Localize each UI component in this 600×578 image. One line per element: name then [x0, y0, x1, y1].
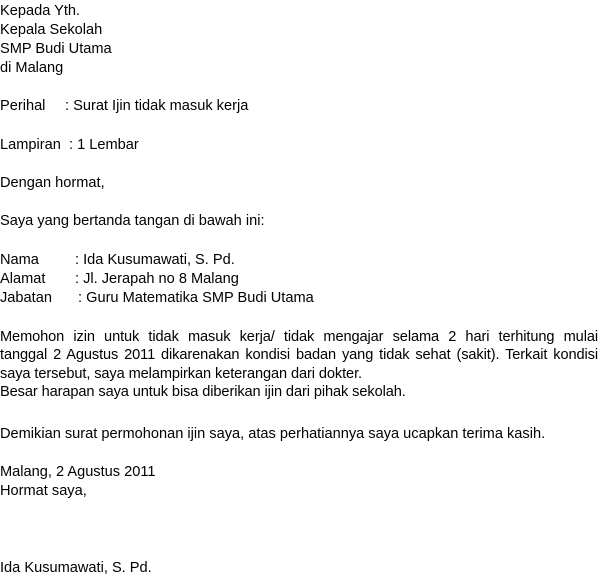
jabatan-label: Jabatan: [0, 290, 52, 306]
recipient-line-2: Kepala Sekolah: [0, 22, 103, 38]
salutation: Hormat saya,: [0, 483, 87, 499]
perihal-value: : Surat Ijin tidak masuk kerja: [65, 98, 249, 114]
body-line-2: tanggal 2 Agustus 2011 dikarenakan kondisi badan yang tidak sehat (sakit). Terkait kondisi: [0, 347, 598, 364]
perihal-label: Perihal: [0, 98, 46, 114]
nama-label: Nama: [0, 252, 39, 268]
recipient-line-3: SMP Budi Utama: [0, 41, 112, 57]
closing-text: Demikian surat permohonan ijin saya, atas perhatiannya saya ucapkan terima kasih.: [0, 426, 546, 442]
body-line-4: Besar harapan saya untuk bisa diberikan ijin dari pihak sekolah.: [0, 384, 406, 401]
identity-jabatan-row: [0, 289, 314, 307]
intro-text: Saya yang bertanda tangan di bawah ini:: [0, 213, 265, 229]
lampiran-row: [0, 136, 139, 154]
body-line-1: Memohon izin untuk tidak masuk kerja/ tidak mengajar selama 2 hari terhitung mulai: [0, 329, 598, 345]
nama-value: : Ida Kusumawati, S. Pd.: [75, 252, 235, 268]
place-date: Malang, 2 Agustus 2011: [0, 464, 156, 480]
lampiran-label: Lampiran: [0, 137, 61, 153]
body-paragraph: [0, 328, 598, 402]
alamat-value: : Jl. Jerapah no 8 Malang: [75, 271, 239, 287]
alamat-label: Alamat: [0, 271, 46, 287]
signer-name: Ida Kusumawati, S. Pd.: [0, 560, 152, 576]
jabatan-value: : Guru Matematika SMP Budi Utama: [78, 290, 314, 306]
recipient-line-1: Kepada Yth.: [0, 3, 81, 19]
body-line-3: saya tersebut, saya melampirkan keterangan dari dokter.: [0, 365, 362, 382]
recipient-line-4: di Malang: [0, 60, 64, 76]
perihal-row: [0, 97, 248, 115]
greeting: Dengan hormat,: [0, 175, 105, 191]
lampiran-value: : 1 Lembar: [69, 137, 139, 153]
identity-nama-row: [0, 251, 235, 269]
identity-alamat-row: [0, 270, 239, 288]
